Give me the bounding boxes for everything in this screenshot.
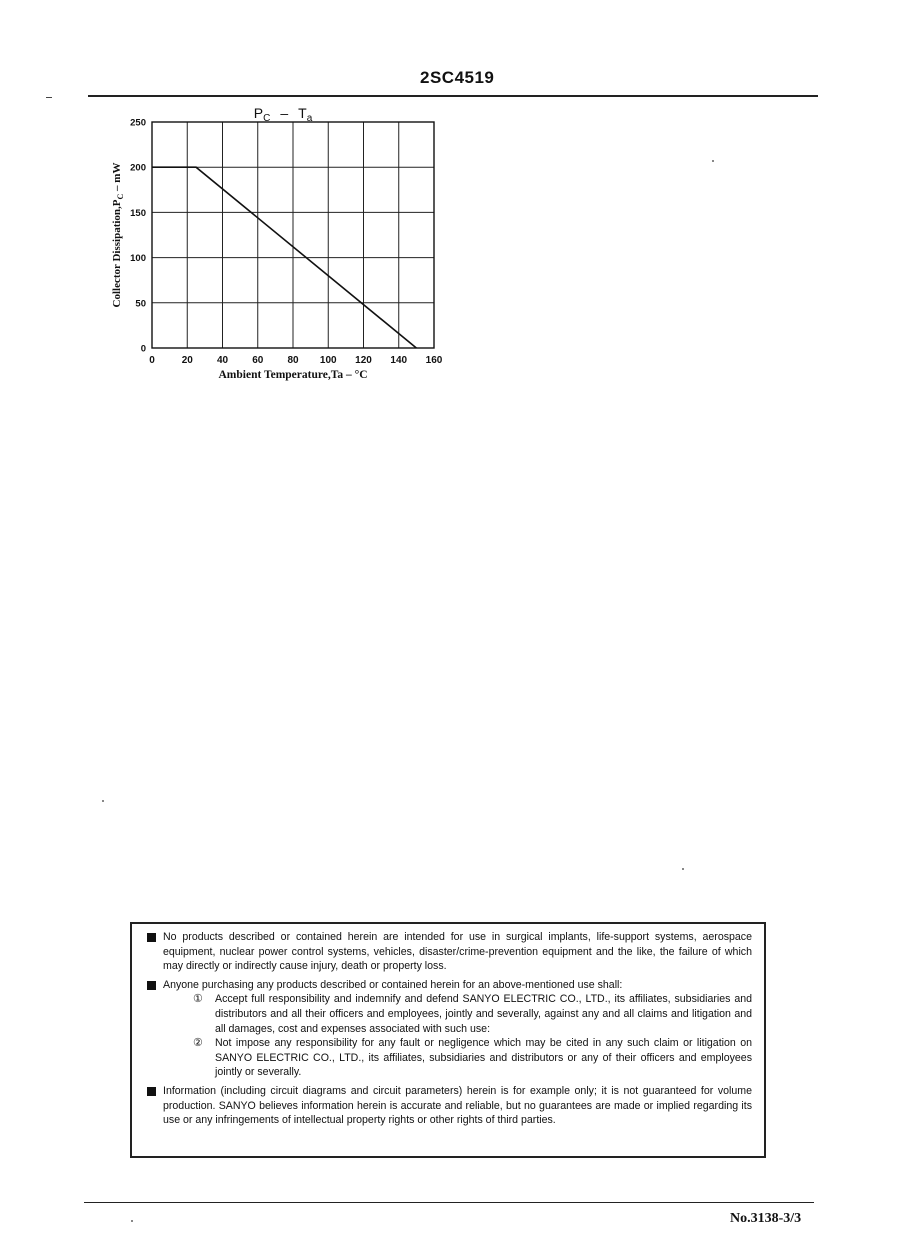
scan-speck	[102, 800, 104, 802]
document-number: No.3138-3/3	[730, 1211, 802, 1226]
legal-notice-box	[130, 922, 766, 1158]
x-tick-label: 40	[216, 355, 229, 366]
x-tick-label: 140	[390, 355, 408, 366]
scan-speck	[682, 868, 684, 870]
title-pc-sub: C	[263, 113, 271, 124]
title-ta: T	[298, 105, 307, 121]
y-label-suffix: – mW	[111, 162, 123, 194]
y-tick-label: 100	[130, 253, 146, 265]
subitem-text: Accept full responsibility and indemnify and defend SANYO ELECTRIC CO., LTD., its affiliates, subsidiaries and distributors and all their officers and employees, jointly and severally, against any and all claims and litigation and all damages, cost and expenses associated with such use:	[215, 993, 752, 1035]
part-number-header: 2SC4519	[420, 68, 495, 87]
x-tick-label: 60	[252, 355, 264, 366]
title-dash: –	[280, 105, 289, 121]
y-label-sub: C	[116, 193, 125, 200]
margin-mark	[46, 97, 52, 98]
y-tick-label: 250	[130, 117, 146, 129]
x-tick-label: 20	[181, 355, 193, 366]
y-tick-label: 50	[135, 298, 146, 310]
scan-speck	[131, 1220, 133, 1222]
pc-ta-chart	[100, 100, 460, 390]
footer-rule	[84, 1202, 814, 1203]
notice-text: Information (including circuit diagrams and circuit parameters) herein is for example only; it is not guaranteed for volume production. SANYO believes information herein is accurate and reliable, but no guarantees are made or implied regarding its use or any infringements of intellectual property rights or other rights of third parties.	[163, 1084, 752, 1127]
y-tick-label: 150	[130, 207, 146, 219]
x-tick-label: 80	[287, 355, 299, 366]
subitem-text: Not impose any responsibility for any fault or negligence which may be cited in any such claim or litigation on SANYO ELECTRIC CO., LTD., its affiliates, subsidiaries and distributors or any of their officers and employees jointly or severally.	[215, 1037, 752, 1079]
square-bullet-icon	[147, 933, 156, 942]
notice-text: Anyone purchasing any products described or contained herein for an above-mentioned use shall:	[163, 978, 623, 991]
header-rule	[88, 95, 818, 97]
chart-grid	[152, 122, 434, 348]
x-tick-label: 100	[319, 355, 337, 366]
notice-item	[146, 930, 752, 974]
y-label-prefix: Collector Dissipation,P	[111, 199, 123, 308]
notice-subitem	[163, 1036, 752, 1080]
square-bullet-icon	[147, 981, 156, 990]
square-bullet-icon	[147, 1087, 156, 1096]
x-tick-label: 0	[149, 355, 155, 366]
x-tick-label: 160	[425, 355, 443, 366]
chart-title	[254, 105, 313, 124]
notice-item	[146, 1084, 752, 1128]
y-tick-label: 0	[140, 343, 146, 355]
title-ta-sub: a	[306, 113, 313, 124]
y-tick-label: 200	[130, 162, 146, 174]
scan-speck	[712, 160, 714, 162]
title-pc: P	[253, 105, 264, 121]
circled-number: ②	[193, 1037, 203, 1050]
notice-item	[146, 978, 752, 1080]
circled-number: ①	[193, 993, 203, 1006]
notice-subitem	[163, 992, 752, 1036]
y-axis-label	[111, 163, 125, 308]
x-axis-label: Ambient Temperature,Ta – °C	[218, 369, 368, 381]
notice-text: No products described or contained herein are intended for use in surgical implants, life-support systems, aerospace equipment, nuclear power control systems, vehicles, disaster/crime-prevention equipment and the like, the failure of which may directly or indirectly cause injury, death or property loss.	[163, 931, 752, 973]
x-tick-label: 120	[355, 355, 372, 366]
